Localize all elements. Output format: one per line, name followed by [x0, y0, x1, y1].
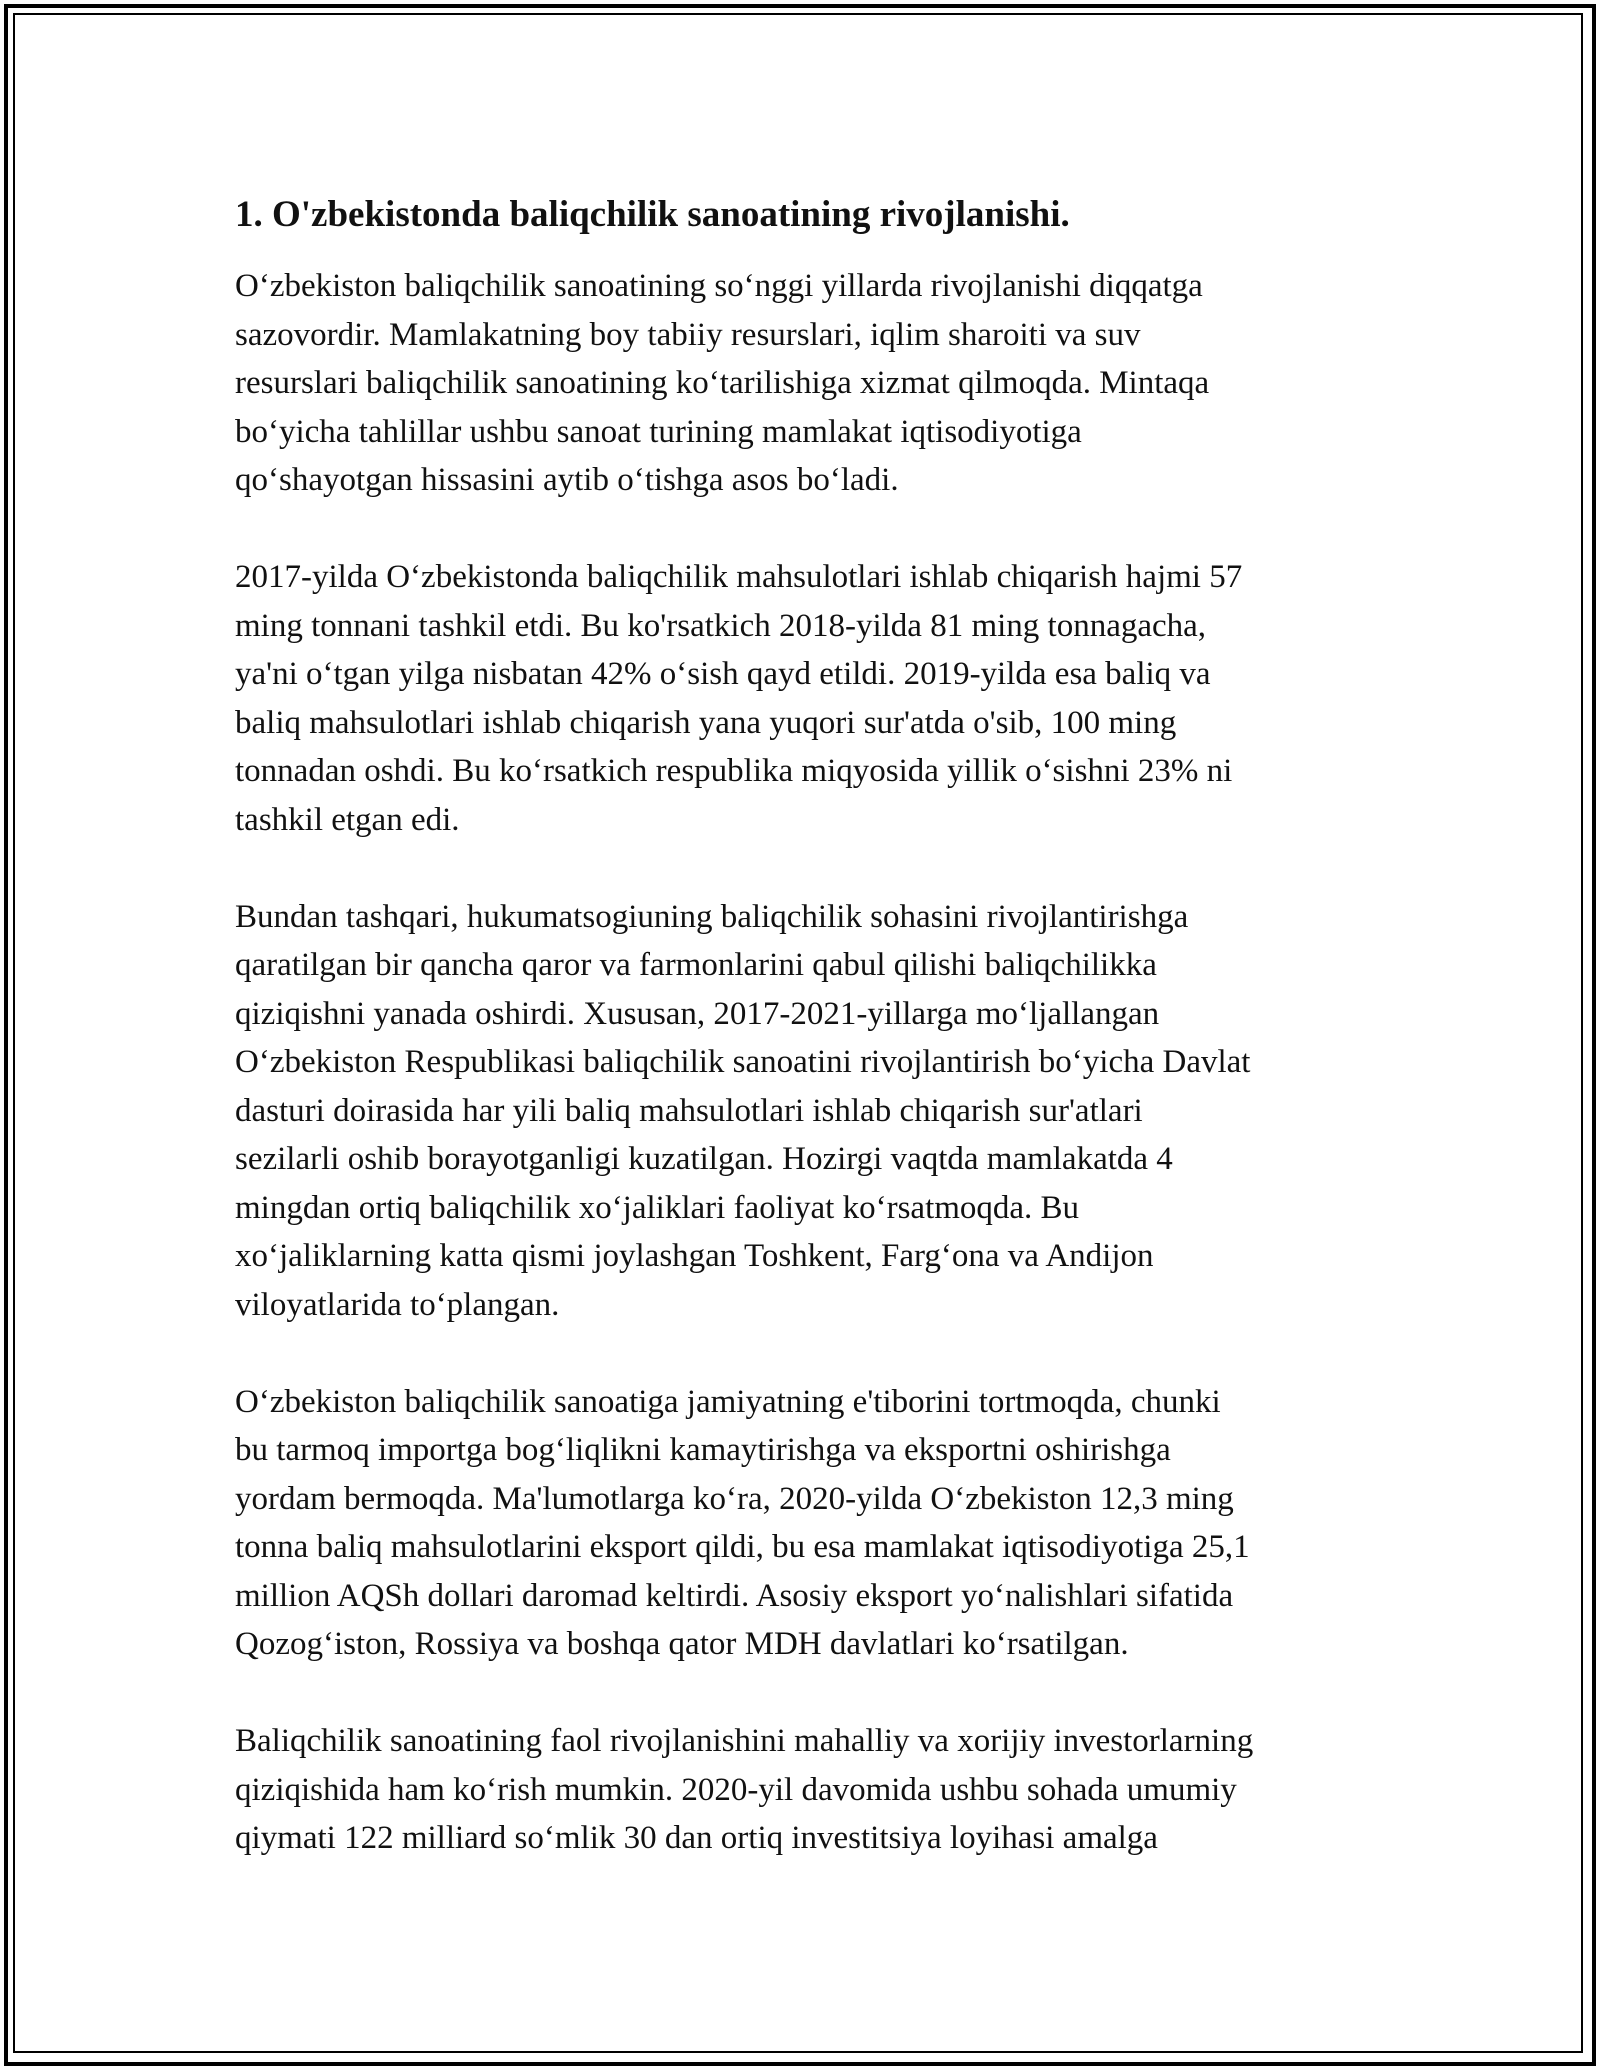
paragraph-line: tashkil etgan edi. — [235, 801, 460, 838]
paragraph — [235, 1717, 1375, 1863]
paragraph-line: bo‘yicha tahlillar ushbu sanoat turining mamlakat iqtisodiyotiga — [235, 413, 1082, 450]
paragraph — [235, 262, 1375, 505]
paragraph-line: yordam bermoqda. Ma'lumotlarga ko‘ra, 2020-yilda O‘zbekiston 12,3 ming — [235, 1480, 1234, 1517]
paragraph-line: resurslari baliqchilik sanoatining ko‘tarilishiga xizmat qilmoqda. Mintaqa — [235, 365, 1210, 401]
paragraph-container — [235, 262, 1375, 1863]
paragraph-line: mingdan ortiq baliqchilik xo‘jaliklari faoliyat ko‘rsatmoqda. Bu — [235, 1189, 1080, 1226]
paragraph-line: Qozog‘iston, Rossiya va boshqa qator MDH davlatlari ko‘rsatilgan. — [235, 1626, 1129, 1662]
paragraph-line: sazovordir. Mamlakatning boy tabiiy resurslari, iqlim sharoiti va suv — [235, 316, 1141, 353]
document-body — [235, 190, 1375, 1911]
paragraph — [235, 1378, 1375, 1669]
paragraph-line: O‘zbekiston baliqchilik sanoatining so‘nggi yillarda rivojlanishi diqqatga — [235, 268, 1203, 304]
paragraph-line: bu tarmoq importga bog‘liqlikni kamaytirishga va eksportni oshirishga — [235, 1432, 1171, 1468]
paragraph-line: viloyatlarida to‘plangan. — [235, 1286, 560, 1323]
paragraph-line: sezilarli oshib borayotganligi kuzatilgan. Hozirgi vaqtda mamlakatda 4 — [235, 1141, 1173, 1177]
paragraph-line: ming tonnani tashkil etdi. Bu ko'rsatkich 2018-yilda 81 ming tonnagacha, — [235, 607, 1207, 644]
paragraph-line: Baliqchilik sanoatining faol rivojlanishini mahalliy va xorijiy investorlarning — [235, 1723, 1254, 1759]
paragraph-line: ya'ni o‘tgan yilga nisbatan 42% o‘sish qayd etildi. 2019-yilda esa baliq va — [235, 656, 1211, 692]
paragraph-line: qiymati 122 milliard so‘mlik 30 dan ortiq investitsiya loyihasi amalga — [235, 1820, 1158, 1856]
paragraph-line: xo‘jaliklarning katta qismi joylashgan Toshkent, Farg‘ona va Andijon — [235, 1238, 1154, 1274]
paragraph-line: O‘zbekiston baliqchilik sanoatiga jamiyatning e'tiborini tortmoqda, chunki — [235, 1383, 1221, 1420]
paragraph-line: tonnadan oshdi. Bu ko‘rsatkich respublika miqyosida yillik o‘sishni 23% ni — [235, 753, 1233, 789]
section-heading: 1. O'zbekistonda baliqchilik sanoatining rivojlanishi. — [235, 194, 1070, 235]
paragraph-line: baliq mahsulotlari ishlab chiqarish yana yuqori sur'atda o'sib, 100 ming — [235, 704, 1177, 741]
paragraph-line: dasturi doirasida har yili baliq mahsulotlari ishlab chiqarish sur'atlari — [235, 1092, 1143, 1129]
paragraph — [235, 553, 1375, 844]
paragraph-line: Bundan tashqari, hukumatsogiuning baliqchilik sohasini rivojlantirishga — [235, 898, 1189, 935]
paragraph-line: 2017-yilda O‘zbekistonda baliqchilik mahsulotlari ishlab chiqarish hajmi 57 — [235, 559, 1243, 595]
paragraph-line: tonna baliq mahsulotlarini eksport qildi, bu esa mamlakat iqtisodiyotiga 25,1 — [235, 1529, 1250, 1565]
paragraph-line: qo‘shayotgan hissasini aytib o‘tishga asos bo‘ladi. — [235, 462, 899, 498]
paragraph-line: qaratilgan bir qancha qaror va farmonlarini qabul qilishi baliqchilikka — [235, 947, 1157, 983]
paragraph — [235, 893, 1375, 1330]
paragraph-line: O‘zbekiston Respublikasi baliqchilik sanoatini rivojlantirish bo‘yicha Davlat — [235, 1044, 1251, 1080]
paragraph-line: million AQSh dollari daromad keltirdi. Asosiy eksport yo‘nalishlari sifatida — [235, 1577, 1234, 1614]
paragraph-line: qiziqishni yanada oshirdi. Xususan, 2017-2021-yillarga mo‘ljallangan — [235, 995, 1160, 1032]
paragraph-line: qiziqishida ham ko‘rish mumkin. 2020-yil davomida ushbu sohada umumiy — [235, 1771, 1237, 1808]
